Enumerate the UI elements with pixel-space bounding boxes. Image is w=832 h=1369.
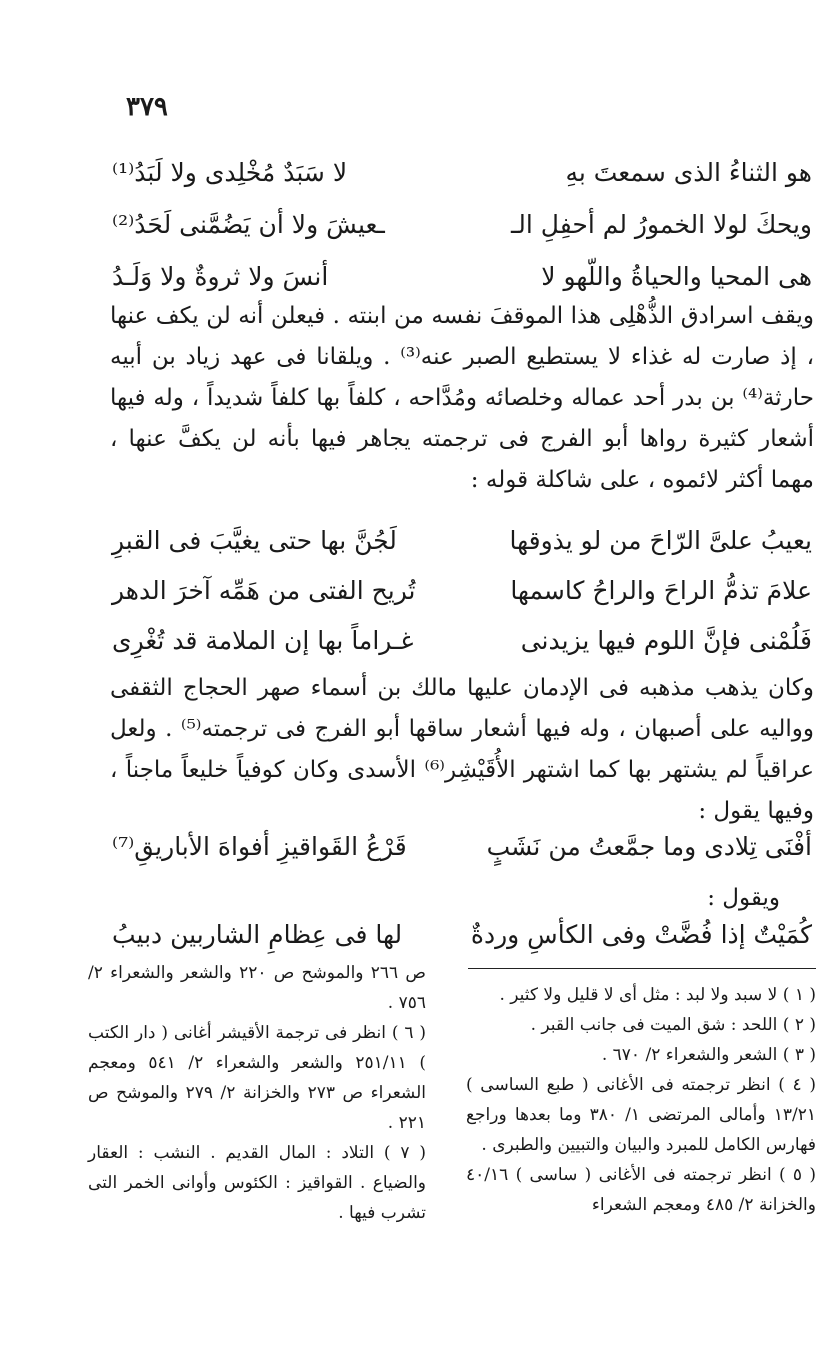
footnote: ( ٧ ) التلاد : المال القديم . النشب : العقار والضياع . القواقيز : الكئوس وأوانى الخمر التى تشرب فيها . [88,1143,426,1223]
page-number: ٣٧٩ [126,92,168,122]
footnotes-left-column [88,958,426,1228]
verse-first-hemistich: هى المحيا والحياةُ واللّهو لا [541,262,812,291]
verse-first-hemistich: كُمَيْتٌ إذا فُضَّتْ وفى الكأسِ وردةٌ [470,920,812,949]
verse-second-hemistich: أنسَ ولا ثروةٌ ولا وَلَـدُ [112,262,329,291]
footnote: ( ٤ ) انظر ترجمته فى الأغانى ( طبع الساسى ) ١٣/٢١ وأمالى المرتضى ١/ ٣٨٠ وما بعدها وراجع فهارس الكامل للمبرد والبيان والتبيين والطبرى . [466,1075,816,1155]
verse-second-hemistich: لها فى عِظامِ الشاربين دبيبُ [112,920,403,949]
verse-first-hemistich: أفْنَى تِلادى وما جمَّعتُ من نَشَبٍ [486,832,812,861]
verse-second-hemistich: لا سَبَدٌ مُخْلِدى ولا لَبَدُ⁽¹⁾ [112,158,348,187]
verse-line [112,920,812,962]
footnote: ( ٢ ) اللحد : شق الميت فى جانب القبر . [530,1015,816,1035]
verse-line [112,158,812,200]
footnote: ( ٦ ) انظر فى ترجمة الأقيشر أغانى ( دار الكتب ) ٢٥١/١١ والشعر والشعراء ٢/ ٥٤١ ومعجم الشعراء ص ٢٧٣ والخزانة ٢/ ٢٧٩ والموشح ص ٢٢١ . [88,1023,426,1133]
body-paragraph: ويقول : [707,885,780,911]
footnotes-right-column [466,980,816,1220]
verse-first-hemistich: علامَ تذمُّ الراحَ والراحُ كاسمها [510,576,812,605]
footnote: ( ١ ) لا سبد ولا لبد : مثل أى لا قليل ولا كثير . [499,985,816,1005]
verse-first-hemistich: يعيبُ علىَّ الرّاحَ من لو يذوقها [509,526,812,555]
verse-second-hemistich: لَجُنَّ بها حتى يغيَّبَ فى القبرِ [112,526,397,555]
verse-second-hemistich: تُريح الفتى من هَمِّه آخرَ الدهر [112,576,416,605]
verse-line [112,526,812,568]
verse-first-hemistich: ويحكَ لولا الخمورُ لم أحفِلِ الـ [510,210,812,239]
footnote: ( ٣ ) الشعر والشعراء ٢/ ٦٧٠ . [601,1045,816,1065]
verse-second-hemistich: قَرْعُ القَواقيزِ أفواهَ الأباريقِ⁽⁷⁾ [112,832,407,861]
footnote-separator [468,968,816,969]
body-paragraph: ويقف اسرادق الذُّهْلِى هذا الموقفَ نفسه من ابنته . فيعلن أنه لن يكف عنها ، إذ صارت له غذاء لا يستطيع الصبر عنه⁽³⁾ . ويلقانا فى عهد زياد بن أبيه حارثة⁽⁴⁾ بن بدر أحد عماله وخلصائه ومُدَّاحه ، كلفاً بها كلفاً شديداً ، وله فيها أشعار كثيرة رواها أبو الفرج فى ترجمته يجاهر فيها بأنه لن يكفَّ عنها ، مهما أكثر لائموه ، على شاكلة قوله : [110,303,814,493]
body-paragraph: وكان يذهب مذهبه فى الإدمان عليها مالك بن أسماء صهر الحجاج الثقفى وواليه على أصبهان ، وله فيها أشعار ساقها أبو الفرج فى ترجمته⁽⁵⁾ . ولعل عراقياً لم يشتهر بها كما اشتهر الأُقَيْشِر⁽⁶⁾ الأسدى وكان كوفياً خليعاً ماجناً ، وفيها يقول : [110,675,814,824]
verse-line [112,832,812,874]
verse-first-hemistich: فَلُمْنى فإنَّ اللوم فيها يزيدنى [520,626,812,655]
verse-second-hemistich: ـعيشَ ولا أن يَضُمَّنى لَحَدُ⁽²⁾ [112,210,385,239]
footnote: ( ٥ ) انظر ترجمته فى الأغانى ( ساسى ) ٤٠/١٦ والخزانة ٢/ ٤٨٥ ومعجم الشعراء [466,1165,816,1215]
footnote: ص ٢٦٦ والموشح ص ٢٢٠ والشعر والشعراء ٢/ ٧٥٦ . [88,963,426,1013]
verse-line [112,626,812,668]
verse-line [112,210,812,252]
verse-line [112,576,812,618]
verse-first-hemistich: هو الثناءُ الذى سمعتَ بهِ [565,158,812,187]
verse-second-hemistich: غـراماً بها إن الملامة قد تُغْرِى [112,626,414,655]
